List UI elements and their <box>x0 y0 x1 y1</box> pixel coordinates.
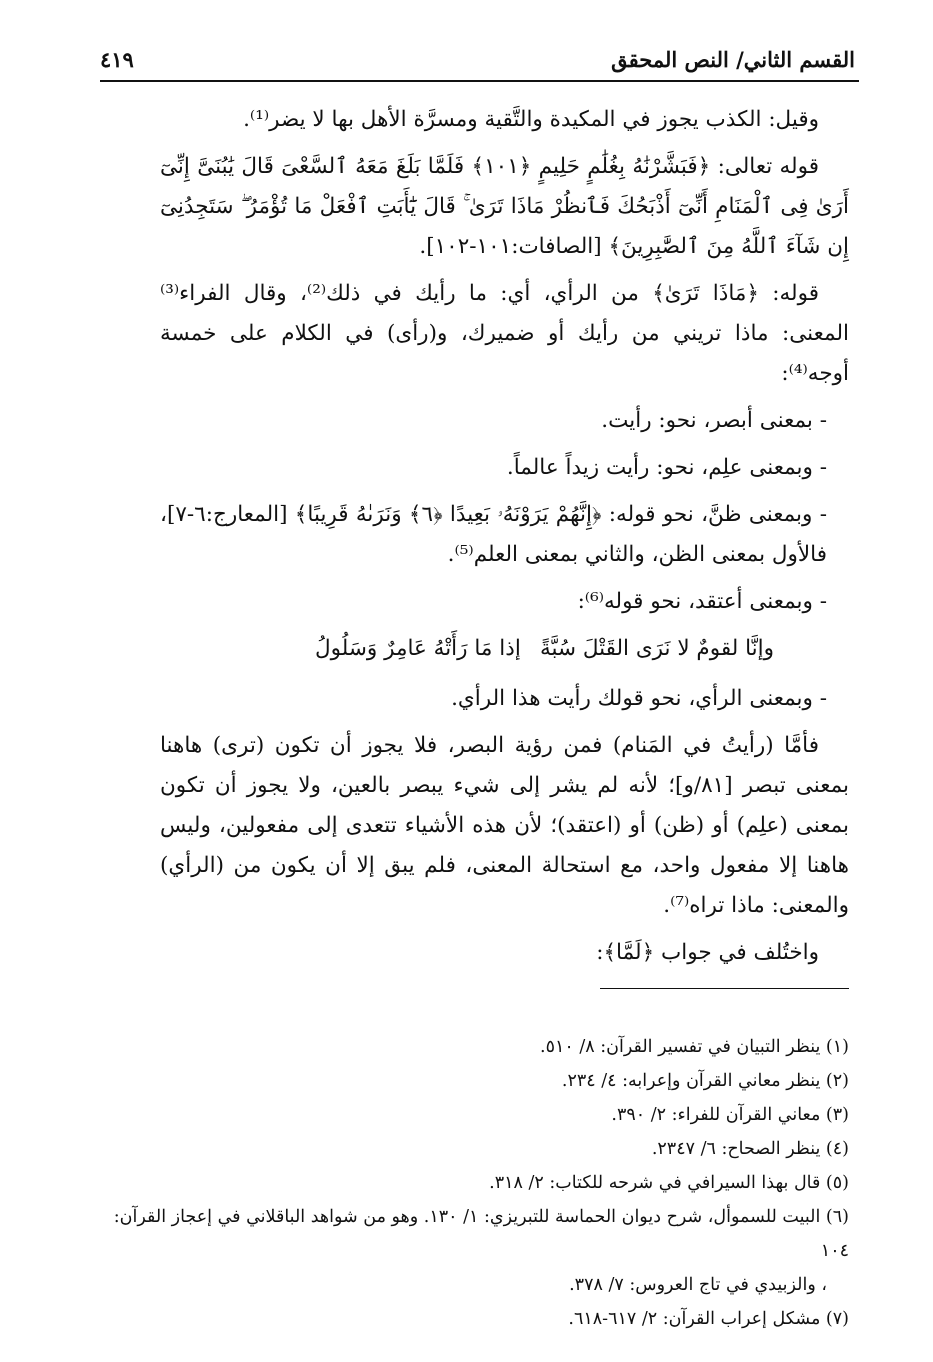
footnote-5: (٥) قال بهذا السيرافي في شرحه للكتاب: ٢/ ٣١٨. <box>489 1173 849 1193</box>
paragraph-meaning: قوله: ﴿مَاذَا تَرَىٰ﴾ من الرأي، أي: ما رأيك في ذلك⁽²⁾، وقال الفراء⁽³⁾ المعنى: ماذا تريني من رأيك أو ضميرك، و(رأى) في الكلام على خمسة أوجه⁽⁴⁾: <box>160 281 849 386</box>
meaning-item-know: - وبمعنى علِم، نحو: رأيت زيداً عالماً. <box>506 455 827 480</box>
running-header <box>100 34 855 78</box>
verse-second-hemistich: إذا مَا رَأَتْهُ عَامِرٌ وَسَلُولُ <box>315 636 521 661</box>
footnote-rule <box>600 988 849 989</box>
meaning-item-opinion: - وبمعنى الرأي، نحو قولك رأيت هذا الرأي. <box>451 686 827 711</box>
meaning-item-think: - وبمعنى ظنَّ، نحو قوله: ﴿إِنَّهُمْ يَرَوْنَهُۥ بَعِيدًا ﴿٦﴾ وَنَرَىٰهُ قَرِيبًا﴾ [المعارج:٦-٧]، فالأول بمعنى الظن، والثاني بمعنى العلم⁽⁵⁾. <box>160 502 827 567</box>
footnotes <box>96 1030 849 1336</box>
header-rule <box>100 80 859 82</box>
page-number: ٤١٩ <box>100 47 134 72</box>
footnote-4: (٤) ينظر الصحاح: ٦/ ٢٣٤٧. <box>651 1139 849 1159</box>
header-title: القسم الثاني/ النص المحقق <box>611 47 855 72</box>
paragraph-quran-verse: قوله تعالى: ﴿فَبَشَّرْنَٰهُ بِغُلَٰمٍ حَلِيمٍ ﴿١٠١﴾ فَلَمَّا بَلَغَ مَعَهُ ٱلسَّعْىَ قَالَ يَٰبُنَىَّ إِنِّىٓ أَرَىٰ فِى ٱلْمَنَامِ أَنِّىٓ أَذْبَحُكَ فَٱنظُرْ مَاذَا تَرَىٰ ۚ قَالَ يَٰٓأَبَتِ ٱفْعَلْ مَا تُؤْمَرُ ۖ سَتَجِدُنِىٓ إِن شَآءَ ٱللَّهُ مِنَ ٱلصَّٰبِرِينَ﴾ [الصافات:١٠١-١٠٢]. <box>160 154 849 259</box>
footnote-1: (١) ينظر التبيان في تفسير القرآن: ٨/ ٥١٠. <box>539 1037 849 1057</box>
footnote-6-continuation: ، والزبيدي في تاج العروس: ٧/ ٣٧٨. <box>569 1275 827 1295</box>
meaning-item-believe: - وبمعنى أعتقد، نحو قوله⁽⁶⁾: <box>577 589 827 614</box>
footnote-6: (٦) البيت للسموأل، شرح ديوان الحماسة للتبريزي: ١/ ١٣٠. وهو من شواهد الباقلاني في إعجاز القرآن: ١٠٤ <box>113 1207 849 1261</box>
footnote-2: (٢) ينظر معاني القرآن وإعرابه: ٤/ ٢٣٤. <box>561 1071 849 1091</box>
paragraph-dream: فأمَّا (رأيتُ في المَنام) فمن رؤية البصر، فلا يجوز أن تكون (ترى) هاهنا بمعنى تبصر [٨١/و]؛ لأنه لم يشر إلى شيء يبصر بالعين، ولا يجوز أن تكون بمعنى (علِم) أو (ظن) أو (اعتقد)؛ لأن هذه الأشياء تتعدى إلى مفعولين، وليس هاهنا إلا مفعول واحد، مع استحالة المعنى، فلم يبق إلا أن يكون من (الرأي) والمعنى: ماذا تراه⁽⁷⁾. <box>160 733 849 918</box>
verse-first-hemistich: وإنَّا لقومٌ لا نَرَى القَتْلَ سُبَّةً <box>539 636 774 661</box>
paragraph-lying: وقيل: الكذب يجوز في المكيدة والتَّقية ومسرَّة الأهل بها لا يضر⁽¹⁾. <box>243 107 819 132</box>
paragraph-answer: واختُلف في جواب ﴿لَمَّا﴾: <box>596 940 819 965</box>
poetry-verse <box>160 629 849 669</box>
meaning-item-see: - بمعنى أبصر، نحو: رأيت. <box>601 408 827 433</box>
main-text <box>160 100 849 980</box>
footnote-7: (٧) مشكل إعراب القرآن: ٢/ ٦١٧-٦١٨. <box>568 1309 849 1329</box>
footnote-3: (٣) معاني القرآن للفراء: ٢/ ٣٩٠. <box>611 1105 849 1125</box>
